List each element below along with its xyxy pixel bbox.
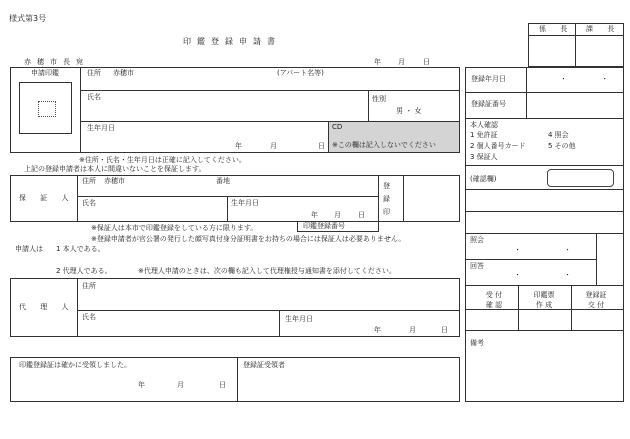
applicant-address-city: 赤穂市 [113, 69, 134, 77]
applicant-type-self[interactable]: 1 本人である。 [56, 245, 105, 253]
apartment-label: (アパート名等) [277, 69, 324, 77]
guarantor-note2: ※登録申請者が官公署の発行した顔写真付身分証明書をお持ちの場合には保証人は必要ありません。 [91, 235, 406, 243]
section-chief-stamp-field[interactable] [576, 36, 623, 66]
inquiry-dot-1: ・ [514, 246, 521, 254]
seal-inner-guide [38, 101, 56, 117]
receipt-day: 日 [219, 381, 226, 389]
cd-note: ※この欄は記入しないでください [332, 141, 436, 149]
guarantor-name-label: 氏名 [82, 199, 96, 207]
reg-date-label: 登録年月日 [471, 75, 506, 83]
agent-birth-label: 生年月日 [285, 315, 313, 323]
guarantee-declaration: 上記の登録申請者は本人に間違いないことを保証します。 [24, 165, 206, 173]
gender-label: 性別 [372, 95, 386, 103]
guarantor-address-label: 住所 [82, 177, 96, 185]
applicant-type-prefix: 申請人は [15, 245, 43, 253]
date-year: 年 [374, 58, 381, 66]
agent-name-field[interactable] [78, 322, 278, 336]
guarantor-address-field[interactable] [78, 186, 376, 195]
applicant-address-label: 住所 [87, 69, 101, 77]
inquiry-label: 照会 [470, 236, 484, 244]
receipt-month: 月 [177, 381, 184, 389]
guarantor-birth-month: 月 [334, 211, 341, 219]
remarks-field[interactable] [466, 349, 623, 401]
receiver-label: 登録証受領者 [243, 361, 285, 369]
receiver-field[interactable] [238, 372, 459, 401]
addressee: 赤穂市長宛 [24, 58, 89, 66]
applicant-birth-label: 生年月日 [87, 124, 115, 132]
agent-birth-day: 日 [441, 326, 448, 334]
applicant-birth-day: 日 [318, 142, 325, 150]
col-reception-check: 受 付 確 認 [485, 291, 503, 309]
guarantor-banchi-label: 番地 [216, 177, 230, 185]
id-option-inquiry[interactable]: 4 照会 [548, 131, 569, 139]
guarantor-note1: ※保証人は本市で印鑑登録をしている方に限ります。 [91, 224, 258, 232]
guarantor-label: 保 証 人 [19, 194, 75, 202]
date-day: 日 [423, 58, 430, 66]
agent-birth-year: 年 [374, 326, 381, 334]
applicant-instruction: ※住所・氏名・生年月日は正確に記入してください。 [79, 156, 246, 164]
receipt-year: 年 [138, 381, 145, 389]
id-option-other[interactable]: 5 その他 [548, 142, 576, 150]
id-check-title: 本人確認 [470, 121, 498, 129]
applicant-address-field[interactable] [81, 79, 458, 89]
guarantor-birth-year: 年 [311, 211, 318, 219]
date-month: 月 [398, 58, 405, 66]
form-title: 印鑑登録申請書 [183, 37, 281, 46]
form-number: 様式第3号 [9, 14, 47, 23]
applicant-type-agent-note: ※代理人申請のときは、次の欄も記入して代理権授与通知書を添付してください。 [138, 267, 396, 275]
applicant-name-field[interactable] [81, 102, 367, 118]
reg-no-label: 印鑑登録番号 [303, 222, 345, 230]
cert-no-label: 登録証番号 [471, 100, 506, 108]
guarantor-name-field[interactable] [78, 207, 226, 221]
seal-label: 申請印鑑 [31, 69, 59, 77]
confirm-field[interactable] [547, 169, 614, 187]
guarantor-birth-label: 生年月日 [231, 199, 259, 207]
receipt-text: 印鑑登録証は確かに受領しました。 [19, 361, 131, 369]
guarantor-seal-field[interactable] [404, 176, 459, 221]
chief-label: 係 長 [539, 25, 574, 33]
id-option-license[interactable]: 1 免許証 [470, 131, 498, 139]
id-option-guarantor[interactable]: 3 保証人 [470, 153, 498, 161]
agent-name-label: 氏名 [82, 313, 96, 321]
gender-options[interactable]: 男 ・ 女 [396, 107, 422, 115]
applicant-type-agent[interactable]: 2 代理人である。 [56, 267, 112, 275]
cd-label: CD [332, 123, 343, 131]
applicant-birth-year: 年 [235, 142, 242, 150]
agent-label: 代 理 人 [19, 303, 75, 311]
reg-date-value[interactable]: ・ ・ [560, 75, 625, 83]
answer-dot-1: ・ [514, 271, 521, 279]
chief-stamp-field[interactable] [529, 36, 574, 66]
col-seal-card: 印鑑票 作 成 [533, 291, 555, 309]
seal-card-field[interactable] [519, 310, 570, 329]
applicant-name-label: 氏名 [87, 93, 101, 101]
guarantor-address-city: 赤穂市 [104, 177, 125, 185]
cert-issue-field[interactable] [572, 310, 623, 329]
agent-birth-month: 月 [409, 326, 416, 334]
section-chief-label: 課 長 [586, 25, 621, 33]
agent-address-field[interactable] [78, 291, 458, 308]
answer-dot-2: ・ [564, 271, 571, 279]
applicant-birth-month: 月 [270, 142, 277, 150]
agent-address-label: 住所 [82, 282, 96, 290]
reception-check-field[interactable] [466, 310, 517, 329]
remarks-label: 備考 [470, 339, 484, 347]
id-option-mynumber[interactable]: 2 個人番号カード [470, 142, 526, 150]
guarantor-birth-day: 日 [358, 211, 365, 219]
cert-no-field[interactable] [527, 93, 623, 117]
confirm-label: (確認欄) [470, 175, 497, 183]
inquiry-dot-2: ・ [564, 246, 571, 254]
answer-label: 回答 [470, 262, 484, 270]
col-cert-issue: 登録証 交 付 [585, 291, 607, 309]
guarantor-seal-label: 登録印 [383, 182, 390, 216]
